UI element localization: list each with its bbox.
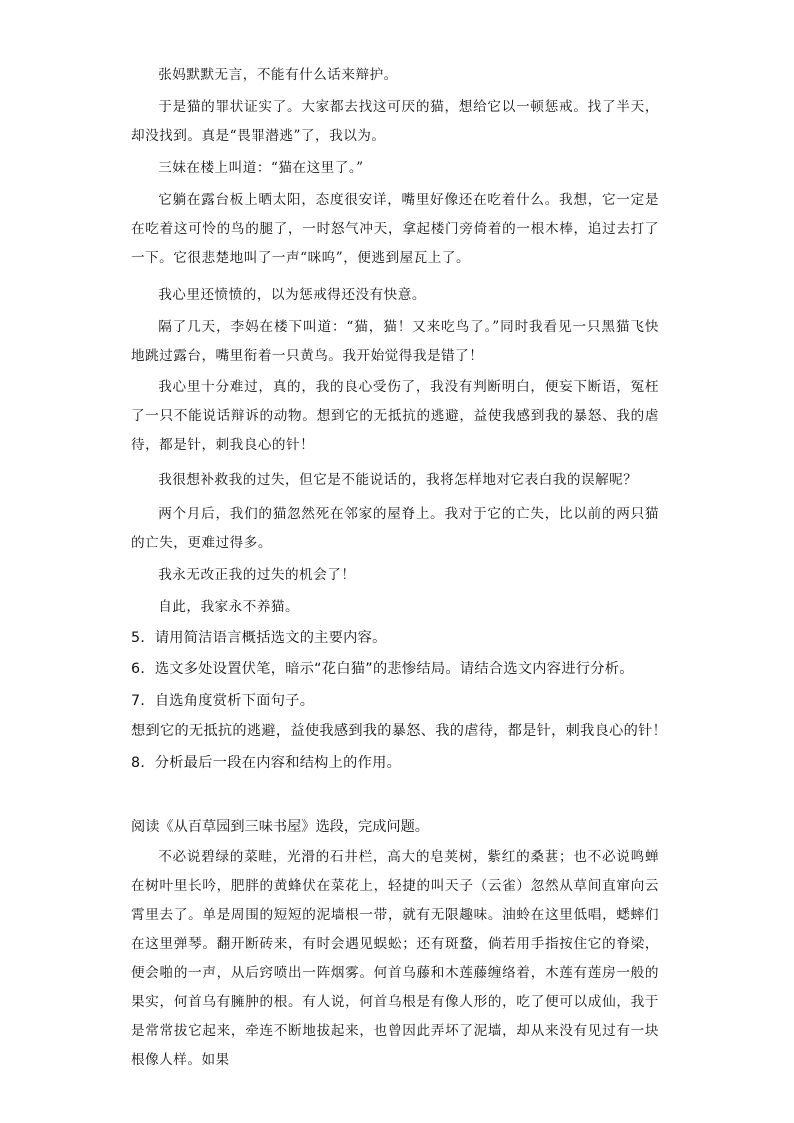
question-8: 8．分析最后一段在内容和结构上的作用。: [131, 755, 402, 771]
question-5: 5．请用简洁语言概括选文的主要内容。: [131, 630, 387, 646]
passage-paragraph: 它躺在露台板上晒太阳，态度很安详，嘴里好像还在吃着什么。我想，它一定是在吃着这可怜的鸟的腿了，一时怒气冲天，拿起楼门旁倚着的一根木棒，追过去打了一下。它很悲楚地叫了一声“咪呜”，便逃到屋瓦上了。: [131, 192, 659, 266]
question-7-quote: 想到它的无抵抗的逃避，益使我感到我的暴怒、我的虐待，都是针，刺我良心的针！: [131, 723, 668, 739]
passage-paragraph: 不必说碧绿的菜畦，光滑的石井栏，高大的皂荚树，紫红的桑葚；也不必说鸣蝉在树叶里长吟，肥胖的黄蜂伏在菜花上，轻捷的叫天子（云雀）忽然从草间直窜向云霄里去了。单是周围的短短的泥墙根一带，就有无限趣味。油蛉在这里低唱，蟋蟀们在这里弹琴。翻开断砖来，有时会遇见蜈蚣；还有斑蝥，倘若用手指按住它的脊梁，便会啪的一声，从后窍喷出一阵烟雾。何首乌藤和木莲藤缠络着，木莲有莲房一般的果实，何首乌有臃肿的根。有人说，何首乌根是有像人形的，吃了便可以成仙，我于是常常拔它起来，牵连不断地拔起来，也曾因此弄坏了泥墙，却从来没有见过有一块根像人样。如果: [131, 849, 659, 1068]
passage-paragraph: 我很想补救我的过失，但它是不能说话的，我将怎样地对它表白我的误解呢？: [158, 472, 638, 488]
question-6: 6．选文多处设置伏笔，暗示“花白猫”的悲惨结局。请结合选文内容进行分析。: [131, 661, 634, 677]
passage-paragraph: 两个月后，我们的猫忽然死在邻家的屋脊上。我对于它的亡失，比以前的两只猫的亡失，更难过得多。: [131, 506, 659, 551]
passage-paragraph: 张妈默默无言，不能有什么话来辩护。: [158, 67, 398, 83]
passage-paragraph: 隔了几天，李妈在楼下叫道：“猫，猫！又来吃鸟了。”同时我看见一只黑猫飞快地跳过露台，嘴里衔着一只黄鸟。我开始觉得我是错了！: [131, 319, 659, 364]
passage-paragraph: 我心里十分难过，真的，我的良心受伤了，我没有判断明白，便妄下断语，冤枉了一只不能说话辩诉的动物。想到它的无抵抗的逃避，益使我感到我的暴怒、我的虐待，都是针，刺我良心的针！: [131, 379, 659, 453]
passage-paragraph: 自此，我家永不养猫。: [158, 599, 300, 615]
passage-paragraph: 我心里还愤愤的，以为惩戒得还没有快意。: [158, 287, 426, 303]
section-heading: 阅读《从百草园到三味书屋》选段，完成问题。: [131, 819, 429, 835]
passage-paragraph: 三妹在楼上叫道：“猫在这里了。”: [158, 160, 364, 176]
passage-paragraph: 我永无改正我的过失的机会了！: [158, 567, 356, 583]
passage-paragraph: 于是猫的罪状证实了。大家都去找这可厌的猫，想给它以一顿惩戒。找了半天，却没找到。真是“畏罪潜逃”了，我以为。: [131, 99, 659, 144]
question-7: 7．自选角度赏析下面句子。: [131, 693, 315, 709]
